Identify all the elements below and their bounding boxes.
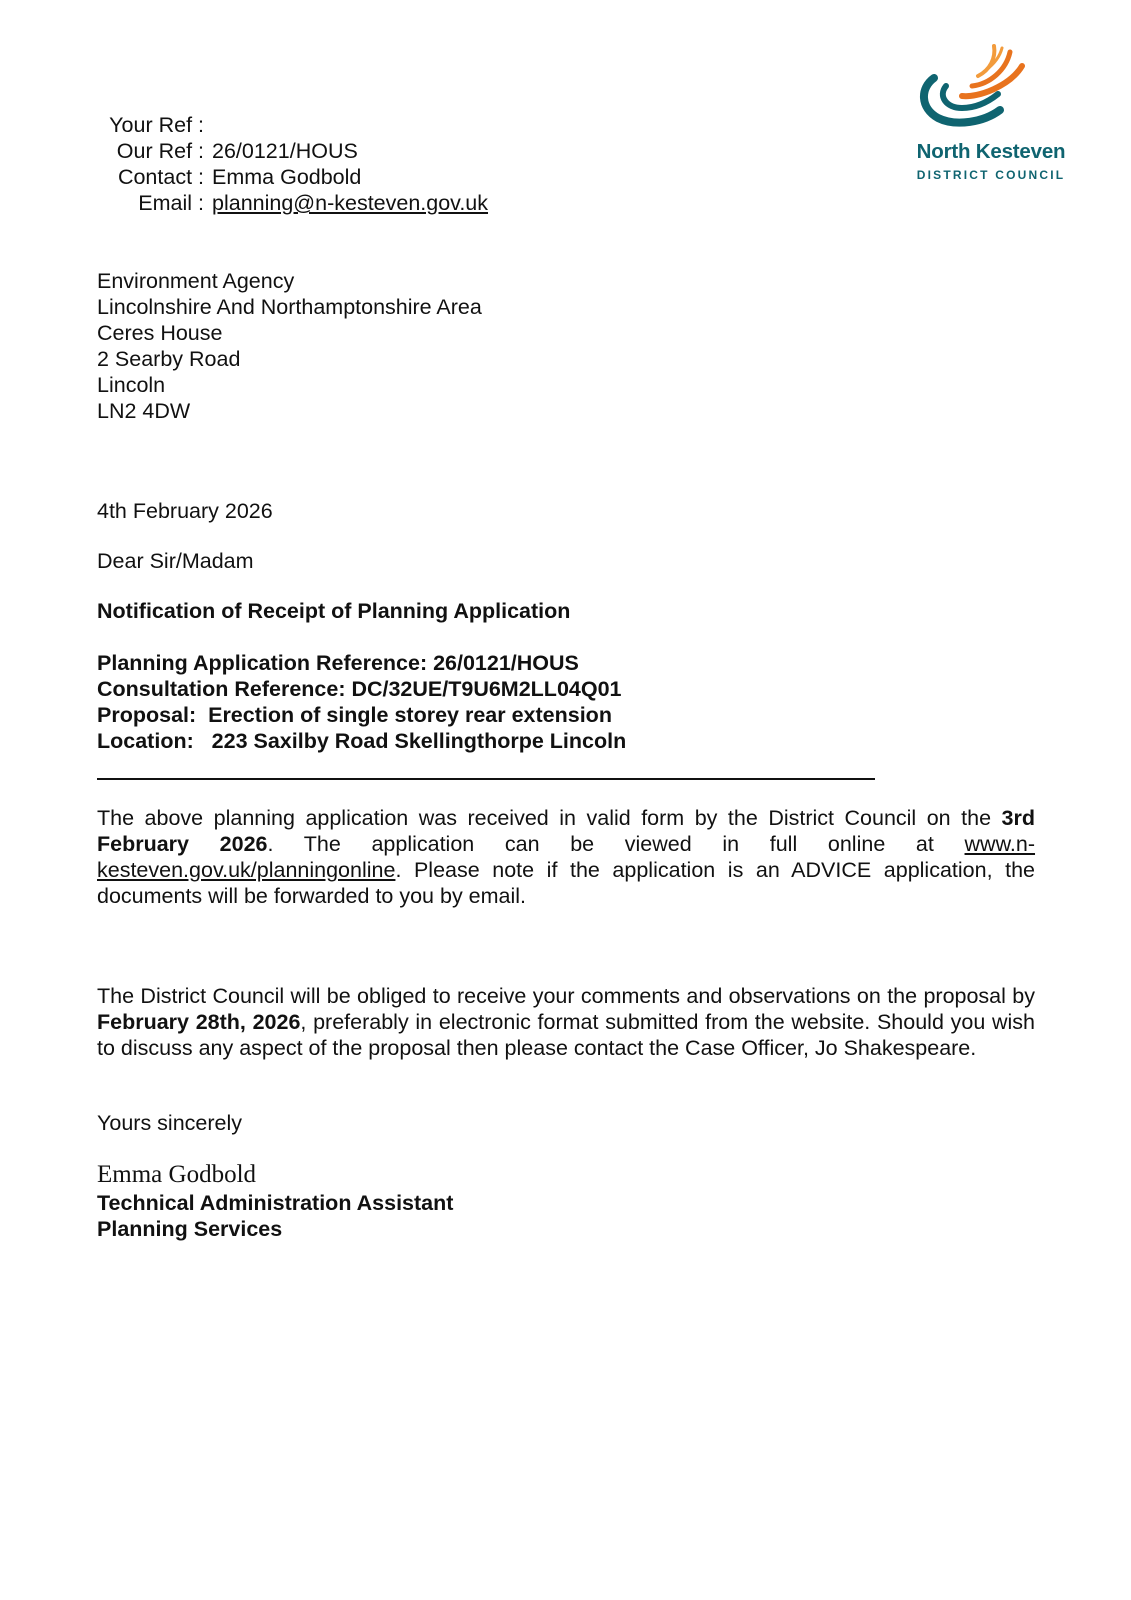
address-line: Ceres House <box>97 321 223 345</box>
signature: Emma Godbold <box>97 1161 257 1188</box>
your-ref-label: Your Ref : <box>109 113 204 137</box>
closing: Yours sincerely <box>97 1111 242 1135</box>
swirl-logo-icon <box>906 42 1076 134</box>
recipient-address <box>97 268 482 424</box>
address-line: 2 Searby Road <box>97 347 241 371</box>
consultation-reference: Consultation Reference: DC/32UE/T9U6M2LL04Q01 <box>97 677 622 701</box>
para1-text-a: The above planning application was received in valid form by the District Council on the <box>97 806 1002 830</box>
signatory-block <box>97 1190 453 1242</box>
email-label: Email : <box>138 191 204 215</box>
location: Location: 223 Saxilby Road Skellingthorpe Lincoln <box>97 729 627 753</box>
planning-online-link[interactable]: www.n-kesteven.gov.uk/planningonline <box>97 832 1036 882</box>
logo-name: North Kesteven <box>916 140 1066 163</box>
reference-block <box>100 112 488 216</box>
council-logo <box>906 42 1076 182</box>
salutation: Dear Sir/Madam <box>97 549 254 573</box>
letter-subject: Notification of Receipt of Planning Application <box>97 599 571 623</box>
proposal: Proposal: Erection of single storey rear extension <box>97 703 612 727</box>
your-ref-row <box>100 112 488 138</box>
letter-date: 4th February 2026 <box>97 499 273 523</box>
contact-row <box>100 164 488 190</box>
receipt-paragraph <box>97 805 1035 909</box>
contact-label: Contact : <box>117 165 204 189</box>
email-link[interactable]: planning@n-kesteven.gov.uk <box>212 191 489 215</box>
receipt-date: 3rd February 2026 <box>97 806 1035 856</box>
application-reference: Planning Application Reference: 26/0121/HOUS <box>97 651 579 675</box>
logo-subtitle: DISTRICT COUNCIL <box>916 168 1066 182</box>
para2-text-b: , preferably in electronic format submitted from the website. Should you wish to discuss any aspect of the proposal then please contact the Case Officer, Jo Shakespeare. <box>97 1010 1035 1060</box>
address-line: Lincolnshire And Northamptonshire Area <box>97 295 482 319</box>
divider <box>97 778 875 780</box>
address-line: Environment Agency <box>97 269 295 293</box>
comments-paragraph <box>97 983 1035 1061</box>
address-line: LN2 4DW <box>97 399 191 423</box>
comments-deadline: February 28th, 2026 <box>97 1010 301 1034</box>
para1-text-b: . The application can be viewed in full online at <box>267 832 965 856</box>
contact-value: Emma Godbold <box>212 165 362 189</box>
signatory-title: Technical Administration Assistant <box>97 1191 454 1215</box>
our-ref-row <box>100 138 488 164</box>
signatory-department: Planning Services <box>97 1217 283 1241</box>
your-ref-value <box>204 112 212 138</box>
para1-text-c: . Please note if the application is an ADVICE application, the documents will be forwarded to you by email. <box>97 858 1035 908</box>
email-row <box>100 190 488 216</box>
our-ref-value: 26/0121/HOUS <box>212 139 358 163</box>
our-ref-label: Our Ref : <box>116 139 204 163</box>
para2-text-a: The District Council will be obliged to receive your comments and observations on the proposal by <box>97 984 1035 1008</box>
address-line: Lincoln <box>97 373 166 397</box>
application-details <box>97 650 626 754</box>
